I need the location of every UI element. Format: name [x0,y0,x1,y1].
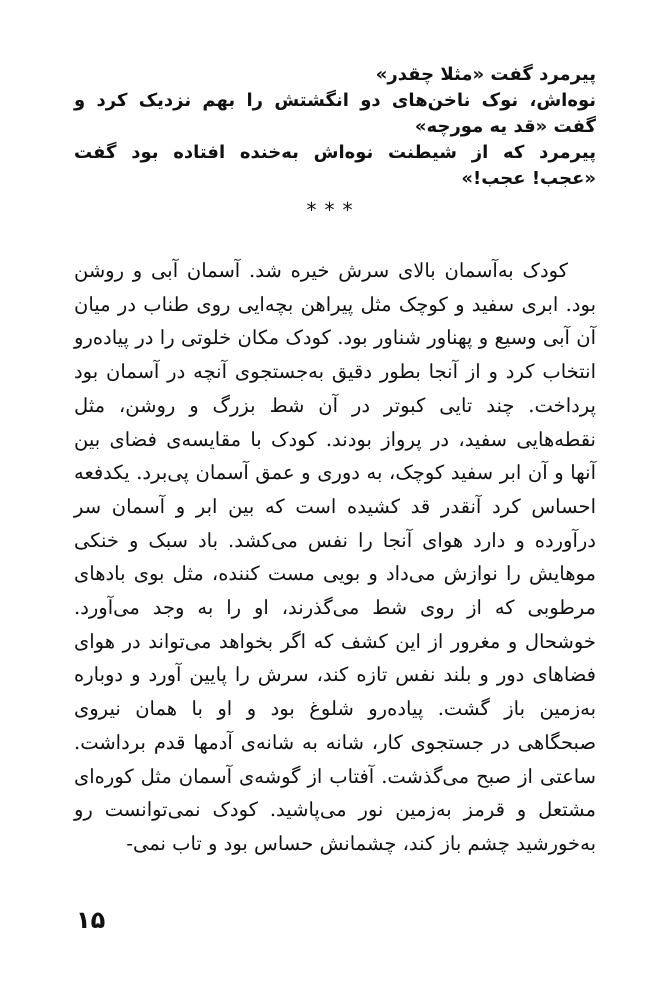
body-text [74,254,596,861]
dialog-line: پیرمرد گفت «مثلا چقدر» [375,64,596,85]
dialog-line: نوه‌اش، نوک ناخن‌های دو انگشتش را بهم نزدیک کرد و گفت «قد یه مورچه» [74,90,596,137]
section-separator: *** [306,198,361,222]
body-paragraph: کودک به‌آسمان بالای سرش خیره شد. آسمان آبی و روشن بود. ابری سفید و کوچک مثل پیراهن بچه‌ایی روی طناب در میان آن آبی وسیع و پهناور شناور بود. کودک مکان خلوتی را در پیاده‌رو انتخاب کرد و از آنجا بطور دقیق به‌جستجوی آنچه در آسمان بود پرداخت. چند تایی کبوتر در آن شط بزرگ و روشن، مثل نقطه‌هایی سفید، در پرواز بودند. کودک با مقایسه‌ی فضای بین آنها و آن ابر سفید کوچک، به دوری و عمق آسمان پی‌برد. یکدفعه احساس کرد آنقدر قد کشیده است که بین ابر و آسمان سر درآورده و دارد هوای آنجا را نفس می‌کشد. باد سبک و خنکی موهایش را نوازش می‌داد و بویی مست کننده، مثل بوی بادهای مرطوبی که از روی شط می‌گذرند، او را به وجد می‌آورد. خوشحال و مغرور از این کشف که اگر بخواهد می‌تواند در هوای فضاهای دور و بلند نفس تازه کند، سرش را پایین آورد و دوباره به‌زمین باز گشت. پیاده‌رو شلوغ بود و او با همان نیروی صبحگاهی در جستجوی کار، شانه به شانه‌ی آدمها قدم برداشت. ساعتی از صبح می‌گذشت. آفتاب از گوشه‌ی آسمان مثل کوره‌ای مشتعل و قرمز به‌زمین نور می‌پاشید. کودک نمی‌توانست رو به‌خورشید چشم باز کند، چشمانش حساس بود و تاب نمی- [74,259,596,855]
dialog-block [74,62,596,192]
dialog-line: پیرمرد که از شیطنت نوه‌اش به‌خنده افتاده بود گفت «عجب! عجب!» [74,142,596,189]
page-number: ۱۵ [76,906,106,934]
